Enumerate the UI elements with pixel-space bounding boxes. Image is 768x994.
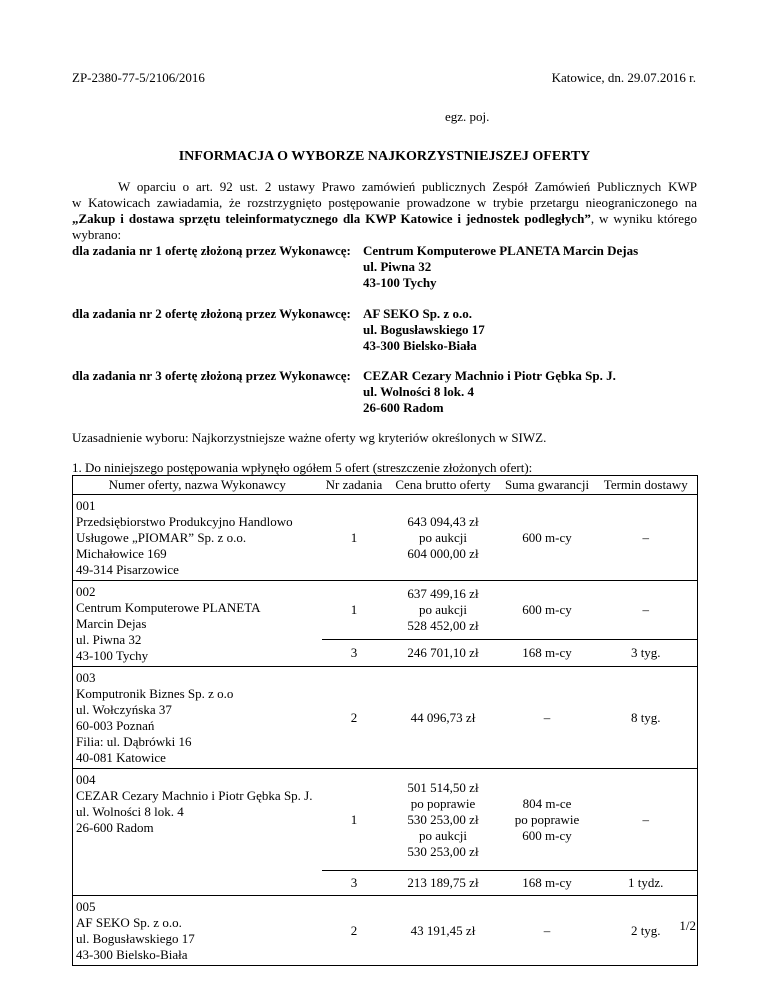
delivery-term-cell: –: [595, 581, 698, 640]
bidder-line: ul. Wolności 8 lok. 4: [76, 804, 184, 819]
place-and-date: Katowice, dn. 29.07.2016 r.: [551, 70, 696, 85]
offer-number: 003: [76, 670, 96, 685]
intro-paragraph: [72, 179, 697, 243]
table-row: [73, 495, 698, 581]
selected-bidder-street: ul. Wolności 8 lok. 4: [363, 384, 475, 399]
bidder-cell: [73, 581, 322, 667]
delivery-term-cell: 3 tyg.: [595, 639, 698, 666]
price-line: 637 499,16 zł: [407, 585, 479, 601]
offers-summary-heading: 1. Do niniejszego postępowania wpłynęło ogółem 5 ofert (streszczenie złożonych ofert):: [72, 460, 533, 475]
price-line: po aukcji: [418, 827, 467, 843]
bidder-line: ul. Piwna 32: [76, 632, 142, 647]
bidder-cell: [73, 495, 322, 581]
price-line: po aukcji: [418, 529, 467, 545]
price-cell: [387, 639, 500, 666]
guarantee-cell: [500, 769, 595, 871]
selected-bidder-address: [363, 243, 638, 291]
guarantee-cell: [500, 896, 595, 966]
intro-line-3: [72, 211, 697, 227]
selected-bidder-city: 43-300 Bielsko-Biała: [363, 338, 477, 353]
selected-bidder-address: [363, 368, 616, 416]
task-number-cell: 1: [322, 495, 387, 581]
guarantee-line: po poprawie: [514, 811, 580, 827]
task-number-cell: 3: [322, 871, 387, 896]
price-line: 643 094,43 zł: [407, 513, 479, 529]
offer-number: 005: [76, 899, 96, 914]
intro-line-3-rest: , w wyniku którego: [590, 211, 697, 226]
bidder-line: 40-081 Katowice: [76, 750, 166, 765]
bidder-line: Usługowe „PIOMAR” Sp. z o.o.: [76, 530, 247, 545]
table-row: [73, 667, 698, 769]
bidder-line: Michałowice 169: [76, 546, 167, 561]
intro-line-4: wybrano:: [72, 227, 122, 242]
intro-line-2: w Katowicach zawiadamia, że rozstrzygnięto postępowanie prowadzone w trybie przetargu nieograniczonego na: [72, 195, 697, 210]
price-line: po poprawie: [410, 795, 476, 811]
intro-line-1: W oparciu o art. 92 ust. 2 ustawy Prawo zamówień publicznych Zespół Zamówień Publicznych KWP: [118, 179, 697, 194]
selection-label: dla zadania nr 3 ofertę złożoną przez Wykonawcę:: [72, 368, 351, 383]
selected-bidder-street: ul. Piwna 32: [363, 259, 432, 274]
bidder-line: Filia: ul. Dąbrówki 16: [76, 734, 192, 749]
task-number-cell: 2: [322, 896, 387, 966]
price-line: 528 452,00 zł: [407, 617, 479, 633]
task-number-cell: 1: [322, 769, 387, 871]
guarantee-line: 600 m-cy: [522, 601, 572, 617]
price-cell: [387, 581, 500, 640]
bidder-line: 60-003 Poznań: [76, 718, 155, 733]
offers-table-body: [73, 495, 698, 966]
table-row: [73, 581, 698, 640]
guarantee-line: 600 m-cy: [522, 827, 572, 843]
selected-bidder-address: [363, 306, 485, 354]
task-number-cell: 1: [322, 581, 387, 640]
bidder-cell: [73, 667, 322, 769]
delivery-term-cell: –: [595, 769, 698, 871]
task-number-cell: 3: [322, 639, 387, 666]
task-number-cell: 2: [322, 667, 387, 769]
table-row: [73, 896, 698, 966]
selected-bidder-name: AF SEKO Sp. z o.o.: [363, 306, 472, 321]
bidder-line: 49-314 Pisarzowice: [76, 562, 179, 577]
delivery-term-cell: 1 tydz.: [595, 871, 698, 896]
bidder-cell: [73, 769, 322, 896]
guarantee-line: –: [543, 922, 551, 938]
selected-bidder-city: 26-600 Radom: [363, 400, 444, 415]
delivery-term-cell: 2 tyg.: [595, 896, 698, 966]
price-line: 530 253,00 zł: [407, 843, 479, 859]
selection-label: dla zadania nr 2 ofertę złożoną przez Wykonawcę:: [72, 306, 351, 321]
tender-subject: „Zakup i dostawa sprzętu teleinformatycznego dla KWP Katowice i jednostek podległych”: [72, 211, 591, 226]
table-header-row: [73, 476, 698, 495]
price-cell: [387, 871, 500, 896]
bidder-line: Komputronik Biznes Sp. z o.o: [76, 686, 234, 701]
bidder-line: Centrum Komputerowe PLANETA: [76, 600, 261, 615]
price-line: 604 000,00 zł: [407, 545, 479, 561]
price-line: 246 701,10 zł: [407, 644, 479, 660]
guarantee-line: 168 m-cy: [522, 644, 572, 660]
column-header-delivery: Termin dostawy: [595, 476, 698, 495]
price-cell: [387, 495, 500, 581]
bidder-line: Przedsiębiorstwo Produkcyjno Handlowo: [76, 514, 293, 529]
selected-bidder-city: 43-100 Tychy: [363, 275, 437, 290]
selection-label: dla zadania nr 1 ofertę złożoną przez Wykonawcę:: [72, 243, 351, 258]
selection-task-1: [72, 243, 639, 290]
guarantee-cell: [500, 495, 595, 581]
price-cell: [387, 667, 500, 769]
bidder-line: ul. Wołczyńska 37: [76, 702, 172, 717]
offer-number: 004: [76, 772, 96, 787]
price-line: 530 253,00 zł: [407, 811, 479, 827]
price-cell: [387, 896, 500, 966]
column-header-task: Nr zadania: [322, 476, 387, 495]
column-header-guarantee: Suma gwarancji: [500, 476, 595, 495]
guarantee-line: 168 m-cy: [522, 875, 572, 890]
guarantee-line: 804 m-ce: [522, 795, 572, 811]
bidder-line: 43-300 Bielsko-Biała: [76, 947, 188, 962]
bidder-line: CEZAR Cezary Machnio i Piotr Gębka Sp. J.: [76, 788, 313, 803]
bidder-line: 43-100 Tychy: [76, 648, 149, 663]
reference-number: ZP-2380-77-5/2106/2016: [72, 70, 205, 85]
bidder-line: AF SEKO Sp. z o.o.: [76, 915, 182, 930]
table-row: [73, 769, 698, 871]
selection-task-3: [72, 368, 616, 415]
guarantee-line: –: [543, 709, 551, 725]
price-cell: [387, 769, 500, 871]
guarantee-line: 600 m-cy: [522, 529, 572, 545]
bidder-line: ul. Bogusławskiego 17: [76, 931, 195, 946]
guarantee-cell: [500, 639, 595, 666]
delivery-term-cell: –: [595, 495, 698, 581]
selected-bidder-name: CEZAR Cezary Machnio i Piotr Gębka Sp. J.: [363, 368, 616, 383]
bidder-line: Marcin Dejas: [76, 616, 147, 631]
column-header-bidder: Numer oferty, nazwa Wykonawcy: [73, 476, 322, 495]
guarantee-cell: [500, 871, 595, 896]
offers-table: [72, 475, 698, 966]
page-number: 1/2: [679, 918, 696, 933]
offer-number: 002: [76, 584, 96, 599]
bidder-cell: [73, 896, 322, 966]
copy-note: egz. poj.: [445, 109, 490, 124]
column-header-price: Cena brutto oferty: [387, 476, 500, 495]
guarantee-cell: [500, 667, 595, 769]
guarantee-cell: [500, 581, 595, 640]
delivery-term-cell: 8 tyg.: [595, 667, 698, 769]
price-line: 43 191,45 zł: [410, 922, 476, 938]
price-line: 44 096,73 zł: [410, 709, 476, 725]
bidder-line: 26-600 Radom: [76, 820, 154, 835]
price-line: 213 189,75 zł: [407, 875, 479, 890]
selected-bidder-name: Centrum Komputerowe PLANETA Marcin Dejas: [363, 243, 639, 258]
page-title: INFORMACJA O WYBORZE NAJKORZYSTNIEJSZEJ OFERTY: [178, 149, 591, 164]
offer-number: 001: [76, 498, 96, 513]
selection-task-2: [72, 306, 485, 353]
price-line: po aukcji: [418, 601, 467, 617]
justification-text: Uzasadnienie wyboru: Najkorzystniejsze ważne oferty wg kryteriów określonych w SIWZ.: [72, 430, 547, 445]
selected-bidder-street: ul. Bogusławskiego 17: [363, 322, 485, 337]
price-line: 501 514,50 zł: [407, 779, 479, 795]
